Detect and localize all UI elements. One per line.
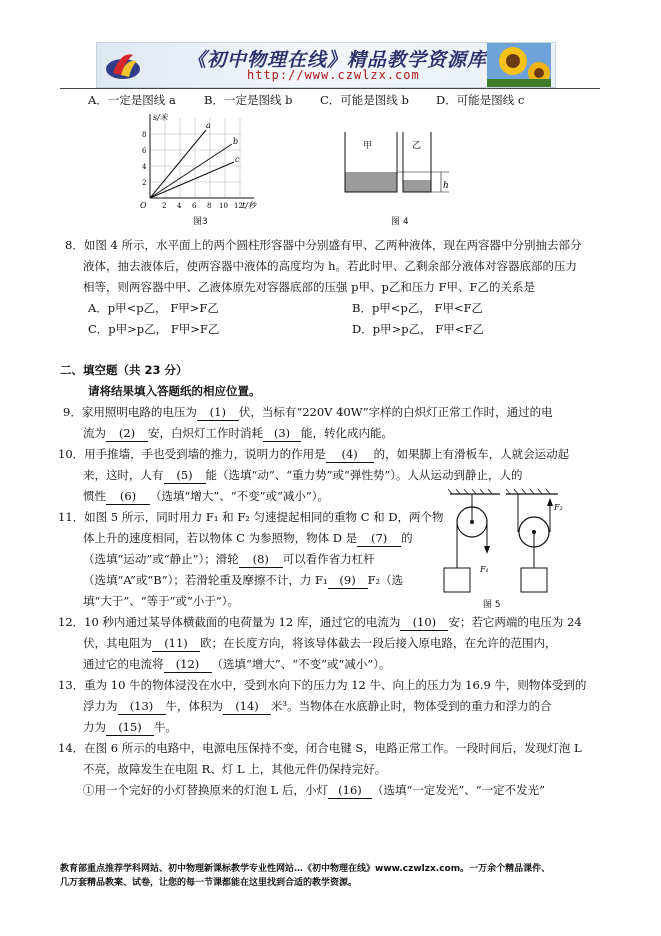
- container-right-label: 乙: [412, 141, 422, 151]
- q10-line-3: [83, 488, 329, 505]
- graph-line-c: [150, 162, 234, 198]
- graph-ytick: 4: [142, 163, 147, 171]
- q8-option-b: B．p甲<p乙， F甲<F乙: [352, 301, 484, 315]
- q12-text: 安；若它两端的电压为 24: [448, 615, 582, 629]
- graph-xtick: 4: [177, 202, 182, 210]
- q14-line-1: 14．在图 6 所示的电路中，电源电压保持不变，闭合电键 S，电路正常工作。一段时间后，发现灯泡 L: [58, 741, 582, 755]
- q13-text: 力为: [83, 720, 106, 734]
- q8-option-a: A．p甲<p乙， F甲>F乙: [88, 301, 219, 315]
- site-logo-icon: [103, 47, 143, 83]
- graph-ylabel: s/米: [153, 113, 168, 122]
- header-rule: [60, 88, 600, 89]
- q10-text: 的，如果脚上有滑板车，人就会运动起: [373, 447, 570, 461]
- q13-line-1: 13．重为 10 牛的物体浸没在水中，受到水向下的压力为 12 牛、向上的压力为 16.9 牛，则物体受到的: [58, 678, 587, 692]
- q14-line-2: 不亮，故障发生在电阻 R、灯 L 上，其他元件仍保持完好。: [83, 762, 387, 776]
- q13-text: 浮力为: [83, 699, 118, 713]
- q11-text: F₂（选: [367, 573, 404, 587]
- figure-5-caption: 图 5: [483, 600, 501, 610]
- answer-blank-15[interactable]: (15): [106, 719, 154, 736]
- graph-xtick: 8: [207, 202, 212, 210]
- graph-line-label: b: [233, 137, 239, 146]
- q11-line-2: [83, 530, 413, 547]
- weight-d: [521, 568, 547, 592]
- q12-line-1: [58, 614, 582, 631]
- answer-blank-16[interactable]: (16): [328, 782, 372, 799]
- graph-xtick: 6: [192, 202, 197, 210]
- answer-blank-9[interactable]: (9): [328, 572, 368, 589]
- q12-line-2: [83, 635, 557, 652]
- q10-line-2: [83, 467, 523, 484]
- figure-4-caption: 图 4: [391, 217, 409, 227]
- section-instruction: 请将结果填入答题纸的相应位置。: [88, 384, 261, 398]
- q11-text: 的: [401, 531, 413, 545]
- q13-line-3: [83, 719, 177, 736]
- q14-text: （选填“一定发光”、“一定不发光”: [371, 783, 545, 797]
- answer-blank-10[interactable]: (10): [400, 614, 448, 631]
- q9-text: 安，白炽灯工作时消耗: [148, 426, 263, 440]
- force-f2-label: F₂: [554, 503, 563, 512]
- q10-line-1: [58, 446, 569, 463]
- graph-ytick: 6: [142, 147, 147, 155]
- sunflower-icon: [487, 43, 551, 87]
- q8-line-2: 液体，抽去液体后，使两容器中液体的高度均为 h。若此时甲、乙剩余部分液体对容器底部的压力: [83, 259, 578, 273]
- graph-xtick: 10: [219, 202, 228, 210]
- figure-5-pulleys: [440, 488, 570, 606]
- graph-xtick: 2: [162, 202, 167, 210]
- force-f1-label: F₁: [480, 565, 489, 574]
- q8-option-d: D．p甲>p乙， F甲<F乙: [352, 322, 484, 336]
- graph-line-b: [150, 144, 232, 198]
- q9-text: 流为: [83, 426, 106, 440]
- page-footer: [60, 862, 620, 890]
- answer-blank-5[interactable]: (5): [164, 467, 206, 484]
- q10-text: 10．用手推墙，手也受到墙的推力，说明力的作用是: [58, 447, 326, 461]
- graph-line-a: [150, 130, 206, 198]
- q12-text: （选填“增大”、“不变”或“减小”）。: [211, 657, 391, 671]
- banner-url: http://www.czwlzx.com: [247, 68, 420, 82]
- header-banner: [96, 42, 556, 88]
- banner-title: 《初中物理在线》精品教学资源库: [187, 49, 488, 71]
- container-left-label: 甲: [363, 141, 373, 151]
- answer-blank-4[interactable]: (4): [326, 446, 374, 463]
- footer-line-1: 教育部重点推荐学科网站、初中物理新课标教学专业性网站…《初中物理在线》www.czwlzx.com。一万余个精品课件、: [60, 864, 551, 874]
- q11-text: （选填“A”或“B”）；若滑轮重及摩擦不计，力 F₁: [83, 573, 328, 587]
- q10-text: 惯性: [83, 489, 106, 503]
- q11-line-3: [83, 551, 375, 568]
- q7-option-d: D．可能是图线 c: [436, 93, 525, 107]
- q12-text: 欧；在长度方向，将该导体截去一段后接入原电路，在允许的范围内，: [200, 636, 557, 650]
- section-heading: 二、填空题（共 23 分）: [60, 363, 188, 377]
- q11-line-5: 填“大于”、“等于”或“小于”）。: [83, 594, 240, 608]
- q13-line-2: [83, 698, 552, 715]
- q13-text: 牛。: [154, 720, 177, 734]
- graph-xtick: 12: [234, 202, 243, 210]
- q11-text: 体上升的速度相同，若以物体 C 为参照物，物体 D 是: [83, 531, 358, 545]
- answer-blank-14[interactable]: (14): [223, 698, 271, 715]
- footer-line-2: 几万套精品教案、试卷，让您的每一节课都能在这里找到合适的教学资源。: [60, 878, 358, 888]
- graph-ytick: 8: [142, 131, 147, 139]
- graph-line-label: c: [235, 155, 240, 164]
- q13-text: 牛，体积为: [165, 699, 223, 713]
- q8-line-3: 相等，则两容器中甲、乙液体原先对容器底部的压强 p甲、p乙和压力 F甲、F乙的关系是: [83, 280, 535, 294]
- q12-text: 伏，其电阻为: [83, 636, 152, 650]
- q9-line-2: [83, 425, 393, 442]
- graph-line-label: a: [206, 121, 211, 130]
- q11-text: 可以看作省力杠杆: [282, 552, 375, 566]
- q8-option-c: C．p甲>p乙， F甲>F乙: [88, 322, 220, 336]
- q9-line-1: [63, 404, 553, 421]
- answer-blank-6[interactable]: (6): [106, 488, 150, 505]
- figure-3-graph: [136, 112, 266, 212]
- q7-option-b: B．一定是图线 b: [204, 93, 293, 107]
- q10-text: 能（选填“动”、“重力势”或“弹性势”）。人从运动到静止，人的: [205, 468, 523, 482]
- q10-text: 来，这时，人有: [83, 468, 164, 482]
- q12-text: 通过它的电流将: [83, 657, 164, 671]
- q14-text: ①用一个完好的小灯替换原来的灯泡 L 后，小灯: [83, 783, 328, 797]
- q9-text: 9．家用照明电路的电压为: [63, 405, 197, 419]
- q12-line-3: [83, 656, 391, 673]
- q11-text: （选填“运动”或“静止”）；滑轮: [83, 552, 239, 566]
- q11-line-4: [83, 572, 403, 589]
- q8-line-1: 8．如图 4 所示，水平面上的两个圆柱形容器中分别盛有甲、乙两种液体，现在两容器中分别抽去部分: [65, 238, 582, 252]
- answer-blank-11[interactable]: (11): [152, 635, 200, 652]
- height-label: h: [443, 181, 449, 191]
- answer-blank-3[interactable]: (3): [263, 425, 301, 442]
- answer-blank-7[interactable]: (7): [357, 530, 401, 547]
- graph-xlabel: t/秒: [242, 201, 256, 210]
- q9-text: 能，转化成内能。: [301, 426, 393, 440]
- q11-line-1: 11．如图 5 所示，同时用力 F₁ 和 F₂ 匀速提起相同的重物 C 和 D，两个物: [58, 510, 444, 524]
- q7-option-c: C．可能是图线 b: [320, 93, 409, 107]
- weight-c: [444, 568, 470, 592]
- answer-blank-2[interactable]: (2): [106, 425, 148, 442]
- answer-blank-13[interactable]: (13): [118, 698, 166, 715]
- answer-blank-8[interactable]: (8): [239, 551, 283, 568]
- q14-line-3: [83, 782, 545, 799]
- answer-blank-1[interactable]: (1): [197, 404, 239, 421]
- q12-text: 12．10 秒内通过某导体横截面的电荷量为 12 库，通过它的电流为: [58, 615, 401, 629]
- figure-4-containers: [335, 128, 455, 208]
- q7-option-a: A．一定是图线 a: [88, 93, 176, 107]
- graph-origin: O: [140, 201, 147, 210]
- q10-text: （选填“增大”、“不变”或“减小”）。: [150, 489, 330, 503]
- graph-ytick: 2: [142, 179, 147, 187]
- answer-blank-12[interactable]: (12): [164, 656, 212, 673]
- q9-text: 伏，当标有“220V 40W”字样的白炽灯正常工作时，通过的电: [238, 405, 553, 419]
- figure-3-caption: 图3: [193, 217, 208, 227]
- q13-text: 米³。当物体在水底静止时，物体受到的重力和浮力的合: [271, 699, 552, 713]
